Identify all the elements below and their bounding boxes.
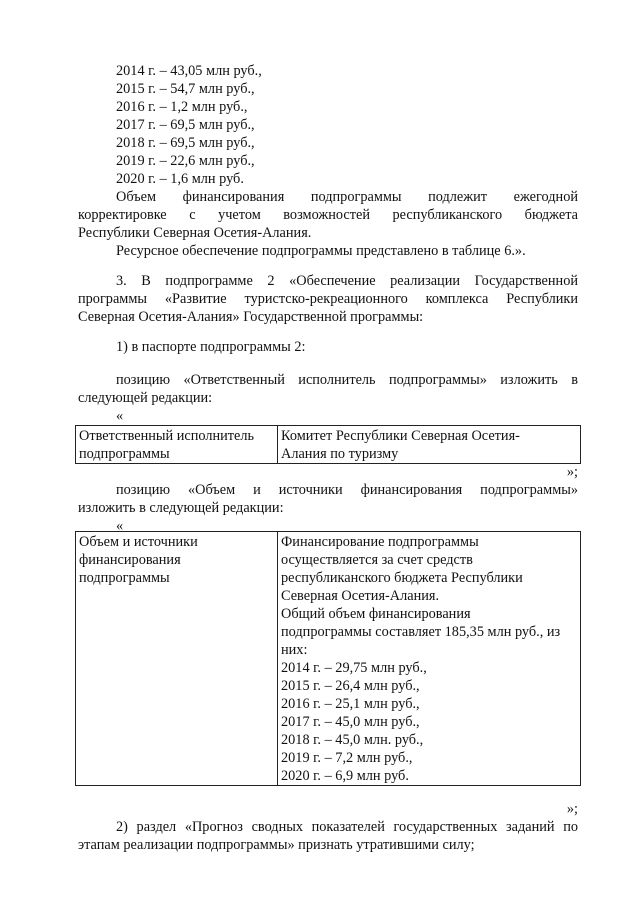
table2-right-line: 2018 г. – 45,0 млн. руб., bbox=[281, 732, 424, 748]
table2-right-line: 2016 г. – 25,1 млн руб., bbox=[281, 696, 420, 712]
position2-line1: позицию «Объем и источники финансирования подпрограммы» bbox=[116, 482, 578, 498]
financing-2014: 2014 г. – 43,05 млн руб., bbox=[116, 63, 262, 79]
table2-right-line: 2015 г. – 26,4 млн руб., bbox=[281, 678, 420, 694]
position1-line2: следующей редакции: bbox=[78, 390, 213, 406]
section3-line3: Северная Осетия-Алания» Государственной программы: bbox=[78, 309, 424, 325]
table-financing-volume bbox=[75, 531, 581, 786]
table2-left-line: Объем и источники bbox=[79, 534, 198, 550]
item1: 1) в паспорте подпрограммы 2: bbox=[116, 339, 306, 355]
close-quote-2: »; bbox=[566, 801, 578, 817]
para-adjust-line2: корректировке с учетом возможностей республиканского бюджета bbox=[78, 207, 578, 223]
position2-line2: изложить в следующей редакции: bbox=[78, 500, 284, 516]
financing-2016: 2016 г. – 1,2 млн руб., bbox=[116, 99, 248, 115]
para-resource: Ресурсное обеспечение подпрограммы представлено в таблице 6.». bbox=[116, 243, 526, 259]
table2-right-line: республиканского бюджета Республики bbox=[281, 570, 523, 586]
table2-right-line: 2019 г. – 7,2 млн руб., bbox=[281, 750, 413, 766]
table1-left-cell bbox=[76, 426, 278, 464]
para-adjust-line3: Республики Северная Осетия-Алания. bbox=[78, 225, 312, 241]
financing-2019: 2019 г. – 22,6 млн руб., bbox=[116, 153, 255, 169]
close-quote-1: »; bbox=[566, 464, 578, 480]
table2-right-line: 2017 г. – 45,0 млн руб., bbox=[281, 714, 420, 730]
table1-left-line: Ответственный исполнитель bbox=[79, 428, 255, 444]
table2-left-cell bbox=[76, 532, 278, 786]
open-quote-1: « bbox=[116, 408, 124, 424]
financing-2015: 2015 г. – 54,7 млн руб., bbox=[116, 81, 255, 97]
table2-right-line: 2014 г. – 29,75 млн руб., bbox=[281, 660, 427, 676]
table1-left-line: подпрограммы bbox=[79, 446, 170, 462]
open-quote-2: « bbox=[116, 518, 124, 534]
item2-line1: 2) раздел «Прогноз сводных показателей государственных заданий по bbox=[116, 819, 578, 835]
table2-right-line: Северная Осетия-Алания. bbox=[281, 588, 440, 604]
position1-line1: позицию «Ответственный исполнитель подпрограммы» изложить в bbox=[116, 372, 578, 388]
table2-left-line: подпрограммы bbox=[79, 570, 170, 586]
table2-right-line: осуществляется за счет средств bbox=[281, 552, 473, 568]
section3-line2: программы «Развитие туристско-рекреационного комплекса Республики bbox=[78, 291, 578, 307]
item2-line2: этапам реализации подпрограммы» признать утратившими силу; bbox=[78, 837, 475, 853]
table2-right-line: 2020 г. – 6,9 млн руб. bbox=[281, 768, 409, 784]
table2-right-line: Общий объем финансирования bbox=[281, 606, 471, 622]
table1-right-cell bbox=[278, 426, 581, 464]
financing-2018: 2018 г. – 69,5 млн руб., bbox=[116, 135, 255, 151]
table1-right-line: Алания по туризму bbox=[281, 446, 399, 462]
table2-right-cell bbox=[278, 532, 581, 786]
table2-right-line: Финансирование подпрограммы bbox=[281, 534, 479, 550]
table2-left-line: финансирования bbox=[79, 552, 181, 568]
table1-right-line: Комитет Республики Северная Осетия- bbox=[281, 428, 520, 444]
para-adjust-line1: Объем финансирования подпрограммы подлежит ежегодной bbox=[116, 189, 578, 205]
table2-right-line: подпрограммы составляет 185,35 млн руб., из bbox=[281, 624, 561, 640]
financing-2017: 2017 г. – 69,5 млн руб., bbox=[116, 117, 255, 133]
table2-right-line: них: bbox=[281, 642, 308, 658]
table-responsible-executor bbox=[75, 425, 581, 464]
financing-2020: 2020 г. – 1,6 млн руб. bbox=[116, 171, 244, 187]
section3-line1: 3. В подпрограмме 2 «Обеспечение реализации Государственной bbox=[116, 273, 578, 289]
